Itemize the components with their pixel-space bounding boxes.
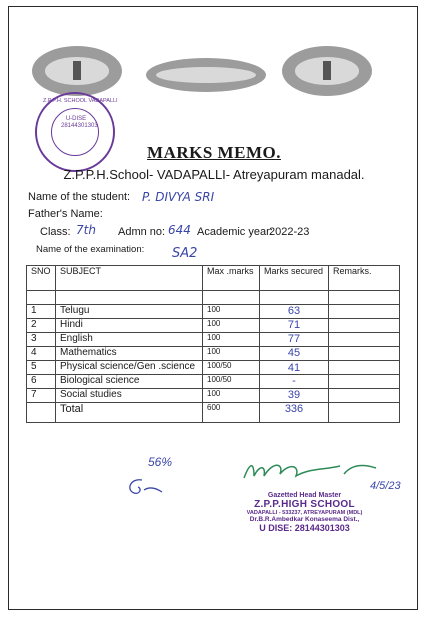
row-remarks: [329, 389, 400, 403]
head-master-stamp: [232, 492, 377, 533]
row-sno: 5: [27, 361, 56, 375]
table-row: [27, 319, 400, 333]
table-row: [27, 347, 400, 361]
header-max-marks: Max .marks: [203, 266, 260, 291]
row-max: 100: [203, 319, 260, 333]
year-value: 2022-23: [269, 226, 310, 238]
row-remarks: [329, 319, 400, 333]
emblem-center-icon: [146, 58, 266, 92]
head-master-signature: [240, 456, 380, 486]
admn-label: Admn no:: [118, 226, 166, 238]
page-title: MARKS MEMO.: [147, 143, 281, 162]
row-max: 100/50: [203, 375, 260, 389]
total-row: [27, 403, 400, 423]
row-subject: Social studies: [56, 389, 203, 403]
name-value: P. DIVYA SRI: [142, 190, 215, 204]
row-secured: 71: [260, 319, 329, 333]
header-remarks: Remarks.: [329, 266, 400, 291]
table-header-row: [27, 266, 400, 291]
stamp-line-5: U DISE: 28144301303: [259, 523, 350, 533]
signature-date: 4/5/23: [370, 480, 401, 492]
row-subject: Hindi: [56, 319, 203, 333]
row-sno: 6: [27, 375, 56, 389]
row-subject: Physical science/Gen .science: [56, 361, 203, 375]
exam-label: Name of the examination:: [36, 244, 145, 255]
table-row: [27, 389, 400, 403]
row-remarks: [329, 375, 400, 389]
row-subject: Biological science: [56, 375, 203, 389]
row-subject: English: [56, 333, 203, 347]
total-label: Total: [56, 403, 203, 423]
total-remarks: [329, 403, 400, 423]
header-sno: SNO: [27, 266, 56, 291]
total-secured: 336: [260, 403, 329, 423]
row-sno: 2: [27, 319, 56, 333]
row-max: 100: [203, 389, 260, 403]
marks-table: [26, 265, 400, 423]
class-label: Class:: [40, 226, 71, 238]
seal-center-text: U-DISE 28144301303: [61, 116, 98, 129]
row-max: 100: [203, 333, 260, 347]
school-line: Z.P.P.H.School- VADAPALLI- Atreyapuram manadal.: [63, 167, 365, 182]
row-sno: 7: [27, 389, 56, 403]
name-label: Name of the student:: [28, 191, 131, 203]
row-subject: Telugu: [56, 305, 203, 319]
emblem-left-icon: [32, 46, 122, 96]
row-max: 100: [203, 305, 260, 319]
row-remarks: [329, 347, 400, 361]
year-label: Academic year:: [197, 226, 273, 238]
stamp-line-3: VADAPALLI - 533237, ATREYAPURAM (MDL): [246, 510, 363, 516]
row-sno: 3: [27, 333, 56, 347]
header-subject: SUBJECT: [56, 266, 203, 291]
header-marks-secured: Marks secured: [260, 266, 329, 291]
emblem-right-icon: [282, 46, 372, 96]
table-row: [27, 375, 400, 389]
row-secured: 45: [260, 347, 329, 361]
row-sno: 1: [27, 305, 56, 319]
row-secured: 41: [260, 361, 329, 375]
row-secured: -: [260, 375, 329, 389]
admn-value: 644: [168, 223, 191, 237]
father-label: Father's Name:: [28, 208, 103, 220]
total-max: 600: [203, 403, 260, 423]
row-secured: 39: [260, 389, 329, 403]
table-row: [27, 305, 400, 319]
table-row: [27, 333, 400, 347]
exam-value: SA2: [172, 246, 198, 261]
row-remarks: [329, 361, 400, 375]
stamp-line-2: Z.P.P.HIGH SCHOOL: [254, 499, 355, 510]
percentage-value: 56%: [148, 455, 173, 469]
table-row: [27, 361, 400, 375]
row-subject: Mathematics: [56, 347, 203, 361]
class-value: 7th: [76, 223, 96, 237]
row-remarks: [329, 305, 400, 319]
row-sno: 4: [27, 347, 56, 361]
row-secured: 63: [260, 305, 329, 319]
row-remarks: [329, 333, 400, 347]
seal-ring-text: Z.P.P.H. SCHOOL VADAPALLI: [43, 98, 118, 104]
stamp-line-4: Dr.B.R.Ambedkar Konaseema Dist.,: [249, 516, 360, 523]
row-max: 100/50: [203, 361, 260, 375]
class-teacher-signature: [124, 476, 164, 498]
stamp-line-1: Gazetted Head Master: [267, 492, 342, 499]
table-row: [27, 291, 400, 305]
row-max: 100: [203, 347, 260, 361]
row-secured: 77: [260, 333, 329, 347]
